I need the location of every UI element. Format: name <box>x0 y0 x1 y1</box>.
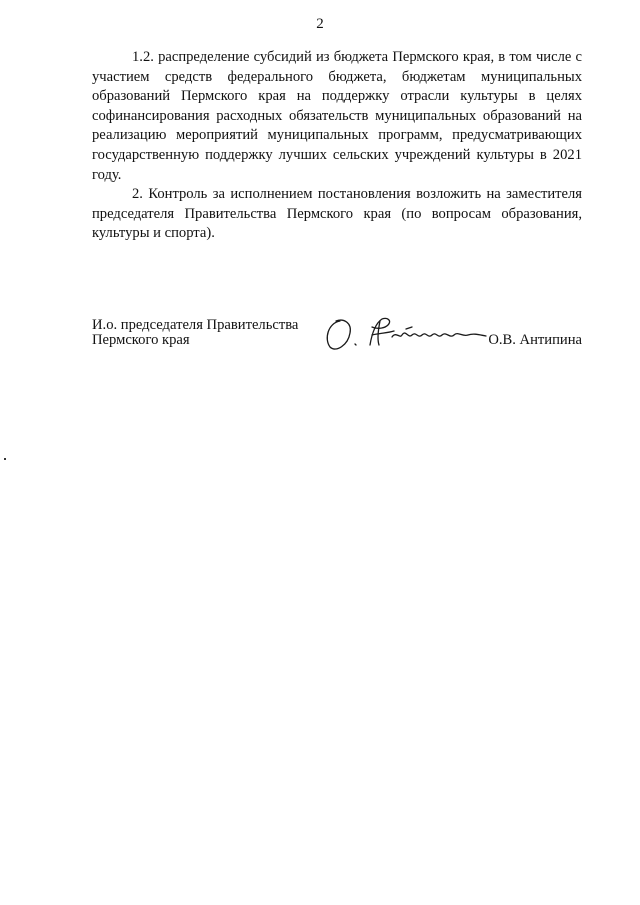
signer-title-line-1: И.о. председателя Правительства <box>92 317 299 333</box>
page-number: 2 <box>316 16 324 32</box>
signer-title <box>92 318 298 348</box>
paragraph-2: 2. Контроль за исполнением постановления возложить на заместителя председателя Правительства Пермского края (по вопросам образования, культуры и спорта). <box>92 186 582 242</box>
signer-name: О.В. Антипина <box>488 332 582 348</box>
margin-mark <box>4 458 6 460</box>
signer-title-line-2: Пермского края <box>92 332 190 348</box>
paragraph-1-2: 1.2. распределение субсидий из бюджета Пермского края, в том числе с участием средств федерального бюджета, бюджетам муниципальных образований Пермского края на поддержку отрасли культуры в целях софинансирования расходных обязательств муниципальных образований на реализацию мероприятий муниципальных программ, предусматривающих государственную поддержку лучших сельских учреждений культуры в 2021 году. <box>92 49 582 183</box>
document-body <box>92 48 582 244</box>
signature-block <box>92 315 582 375</box>
handwritten-signature <box>322 315 492 355</box>
